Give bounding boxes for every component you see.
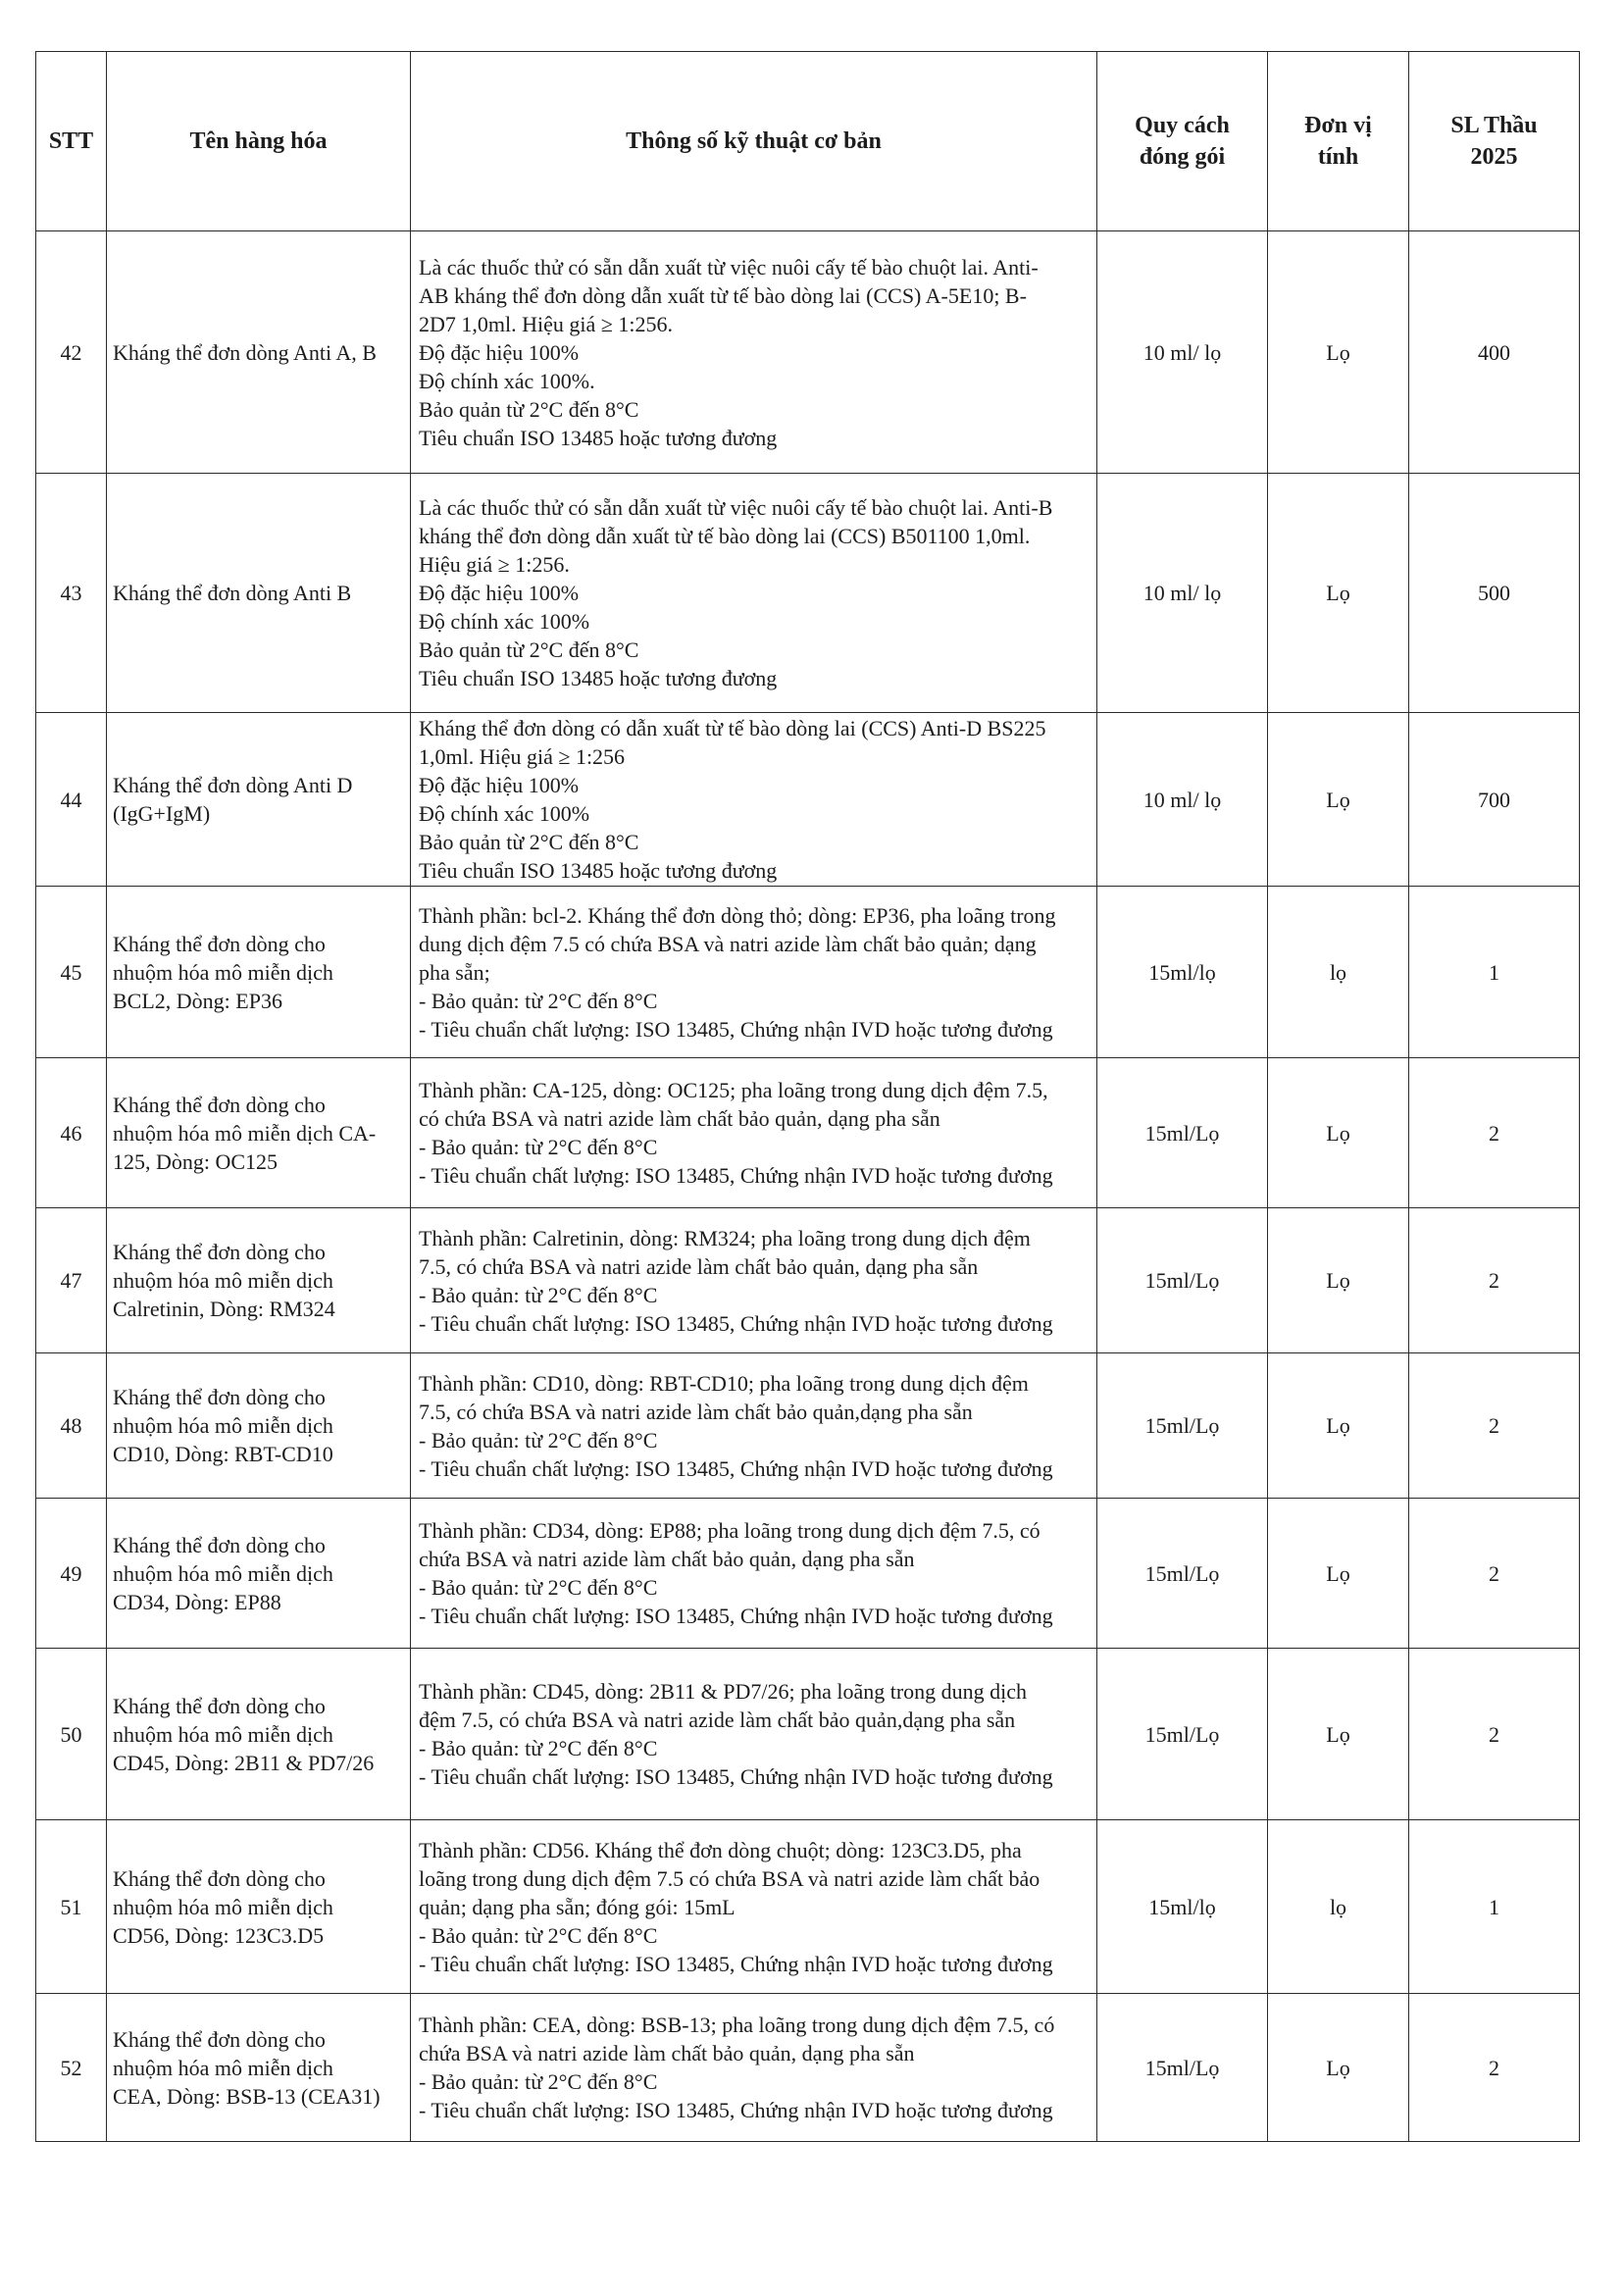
table-row [36, 713, 1580, 887]
cell-stt: 48 [36, 1353, 107, 1499]
cell-stt: 43 [36, 474, 107, 713]
cell-item-name: Kháng thể đơn dòng cho nhuộm hóa mô miễn dịch CD56, Dòng: 123C3.D5 [107, 1820, 411, 1994]
table-row [36, 1208, 1580, 1353]
cell-unit: Lọ [1268, 231, 1409, 474]
cell-item-name: Kháng thể đơn dòng Anti B [107, 474, 411, 713]
cell-quantity: 1 [1409, 887, 1580, 1058]
cell-item-name: Kháng thể đơn dòng Anti D (IgG+IgM) [107, 713, 411, 887]
cell-specification: Thành phần: CA-125, dòng: OC125; pha loãng trong dung dịch đệm 7.5, có chứa BSA và natri azide làm chất bảo quản, dạng pha sẵn - Bảo quản: từ 2°C đến 8°C - Tiêu chuẩn chất lượng: ISO 13485, Chứng nhận IVD hoặc tương đương [411, 1058, 1097, 1208]
cell-stt: 50 [36, 1649, 107, 1820]
cell-quantity: 2 [1409, 1058, 1580, 1208]
cell-stt: 47 [36, 1208, 107, 1353]
cell-specification: Thành phần: CD56. Kháng thể đơn dòng chuột; dòng: 123C3.D5, pha loãng trong dung dịch đệm 7.5 có chứa BSA và natri azide làm chất bảo quản; dạng pha sẵn; đóng gói: 15mL - Bảo quản: từ 2°C đến 8°C - Tiêu chuẩn chất lượng: ISO 13485, Chứng nhận IVD hoặc tương đương [411, 1820, 1097, 1994]
cell-specification: Thành phần: CD34, dòng: EP88; pha loãng trong dung dịch đệm 7.5, có chứa BSA và natri azide làm chất bảo quản, dạng pha sẵn - Bảo quản: từ 2°C đến 8°C - Tiêu chuẩn chất lượng: ISO 13485, Chứng nhận IVD hoặc tương đương [411, 1499, 1097, 1649]
cell-unit: Lọ [1268, 1353, 1409, 1499]
cell-stt: 52 [36, 1994, 107, 2142]
cell-item-name: Kháng thể đơn dòng cho nhuộm hóa mô miễn dịch CD10, Dòng: RBT-CD10 [107, 1353, 411, 1499]
cell-packaging: 15ml/Lọ [1097, 1208, 1268, 1353]
cell-packaging: 10 ml/ lọ [1097, 474, 1268, 713]
table-row [36, 474, 1580, 713]
cell-quantity: 2 [1409, 1353, 1580, 1499]
cell-unit: Lọ [1268, 1058, 1409, 1208]
header-row [36, 52, 1580, 231]
header-name: Tên hàng hóa [107, 52, 411, 231]
cell-stt: 44 [36, 713, 107, 887]
cell-packaging: 15ml/lọ [1097, 1820, 1268, 1994]
cell-packaging: 15ml/Lọ [1097, 1353, 1268, 1499]
cell-quantity: 2 [1409, 1208, 1580, 1353]
cell-quantity: 2 [1409, 1649, 1580, 1820]
cell-quantity: 1 [1409, 1820, 1580, 1994]
cell-quantity: 500 [1409, 474, 1580, 713]
cell-item-name: Kháng thể đơn dòng cho nhuộm hóa mô miễn dịch BCL2, Dòng: EP36 [107, 887, 411, 1058]
header-spec: Thông số kỹ thuật cơ bản [411, 52, 1097, 231]
header-unit: Đơn vị tính [1268, 52, 1409, 231]
cell-unit: Lọ [1268, 1208, 1409, 1353]
cell-unit: lọ [1268, 887, 1409, 1058]
cell-packaging: 10 ml/ lọ [1097, 231, 1268, 474]
cell-packaging: 15ml/Lọ [1097, 1058, 1268, 1208]
cell-stt: 42 [36, 231, 107, 474]
table-row [36, 887, 1580, 1058]
table-row [36, 1649, 1580, 1820]
table-row [36, 231, 1580, 474]
table-row [36, 1820, 1580, 1994]
cell-quantity: 400 [1409, 231, 1580, 474]
cell-stt: 49 [36, 1499, 107, 1649]
cell-quantity: 2 [1409, 1499, 1580, 1649]
specification-table [35, 51, 1580, 2142]
cell-item-name: Kháng thể đơn dòng cho nhuộm hóa mô miễn dịch Calretinin, Dòng: RM324 [107, 1208, 411, 1353]
cell-specification: Là các thuốc thử có sẵn dẫn xuất từ việc nuôi cấy tế bào chuột lai. Anti-B kháng thể đơn dòng dẫn xuất từ tế bào dòng lai (CCS) B501100 1,0ml. Hiệu giá ≥ 1:256. Độ đặc hiệu 100% Độ chính xác 100% Bảo quản từ 2°C đến 8°C Tiêu chuẩn ISO 13485 hoặc tương đương [411, 474, 1097, 713]
cell-unit: Lọ [1268, 1994, 1409, 2142]
cell-specification: Là các thuốc thử có sẵn dẫn xuất từ việc nuôi cấy tế bào chuột lai. Anti- AB kháng thể đơn dòng dẫn xuất từ tế bào dòng lai (CCS) A-5E10; B- 2D7 1,0ml. Hiệu giá ≥ 1:256. Độ đặc hiệu 100% Độ chính xác 100%. Bảo quản từ 2°C đến 8°C Tiêu chuẩn ISO 13485 hoặc tương đương [411, 231, 1097, 474]
cell-quantity: 700 [1409, 713, 1580, 887]
cell-specification: Thành phần: bcl-2. Kháng thể đơn dòng thỏ; dòng: EP36, pha loãng trong dung dịch đệm 7.5 có chứa BSA và natri azide làm chất bảo quản; dạng pha sẵn; - Bảo quản: từ 2°C đến 8°C - Tiêu chuẩn chất lượng: ISO 13485, Chứng nhận IVD hoặc tương đương [411, 887, 1097, 1058]
cell-item-name: Kháng thể đơn dòng cho nhuộm hóa mô miễn dịch CD45, Dòng: 2B11 & PD7/26 [107, 1649, 411, 1820]
table-row [36, 1994, 1580, 2142]
cell-item-name: Kháng thể đơn dòng cho nhuộm hóa mô miễn dịch CA- 125, Dòng: OC125 [107, 1058, 411, 1208]
cell-stt: 45 [36, 887, 107, 1058]
cell-item-name: Kháng thể đơn dòng cho nhuộm hóa mô miễn dịch CD34, Dòng: EP88 [107, 1499, 411, 1649]
header-qty: SL Thầu 2025 [1409, 52, 1580, 231]
cell-specification: Thành phần: CEA, dòng: BSB-13; pha loãng trong dung dịch đệm 7.5, có chứa BSA và natri azide làm chất bảo quản, dạng pha sẵn - Bảo quản: từ 2°C đến 8°C - Tiêu chuẩn chất lượng: ISO 13485, Chứng nhận IVD hoặc tương đương [411, 1994, 1097, 2142]
cell-unit: Lọ [1268, 1499, 1409, 1649]
cell-packaging: 15ml/Lọ [1097, 1994, 1268, 2142]
cell-item-name: Kháng thể đơn dòng cho nhuộm hóa mô miễn dịch CEA, Dòng: BSB-13 (CEA31) [107, 1994, 411, 2142]
cell-unit: lọ [1268, 1820, 1409, 1994]
table-row [36, 1058, 1580, 1208]
table-row [36, 1353, 1580, 1499]
cell-packaging: 15ml/lọ [1097, 887, 1268, 1058]
cell-stt: 46 [36, 1058, 107, 1208]
cell-item-name: Kháng thể đơn dòng Anti A, B [107, 231, 411, 474]
cell-packaging: 10 ml/ lọ [1097, 713, 1268, 887]
cell-specification: Thành phần: CD45, dòng: 2B11 & PD7/26; pha loãng trong dung dịch đệm 7.5, có chứa BSA và natri azide làm chất bảo quản,dạng pha sẵn - Bảo quản: từ 2°C đến 8°C - Tiêu chuẩn chất lượng: ISO 13485, Chứng nhận IVD hoặc tương đương [411, 1649, 1097, 1820]
cell-packaging: 15ml/Lọ [1097, 1649, 1268, 1820]
cell-packaging: 15ml/Lọ [1097, 1499, 1268, 1649]
cell-specification: Kháng thể đơn dòng có dẫn xuất từ tế bào dòng lai (CCS) Anti-D BS225 1,0ml. Hiệu giá ≥ 1:256 Độ đặc hiệu 100% Độ chính xác 100% Bảo quản từ 2°C đến 8°C Tiêu chuẩn ISO 13485 hoặc tương đương [411, 713, 1097, 887]
cell-stt: 51 [36, 1820, 107, 1994]
table-body [36, 231, 1580, 2142]
cell-specification: Thành phần: Calretinin, dòng: RM324; pha loãng trong dung dịch đệm 7.5, có chứa BSA và natri azide làm chất bảo quản, dạng pha sẵn - Bảo quản: từ 2°C đến 8°C - Tiêu chuẩn chất lượng: ISO 13485, Chứng nhận IVD hoặc tương đương [411, 1208, 1097, 1353]
cell-quantity: 2 [1409, 1994, 1580, 2142]
cell-unit: Lọ [1268, 474, 1409, 713]
table-row [36, 1499, 1580, 1649]
header-stt: STT [36, 52, 107, 231]
cell-unit: Lọ [1268, 713, 1409, 887]
header-pack: Quy cách đóng gói [1097, 52, 1268, 231]
cell-specification: Thành phần: CD10, dòng: RBT-CD10; pha loãng trong dung dịch đệm 7.5, có chứa BSA và natri azide làm chất bảo quản,dạng pha sẵn - Bảo quản: từ 2°C đến 8°C - Tiêu chuẩn chất lượng: ISO 13485, Chứng nhận IVD hoặc tương đương [411, 1353, 1097, 1499]
cell-unit: Lọ [1268, 1649, 1409, 1820]
